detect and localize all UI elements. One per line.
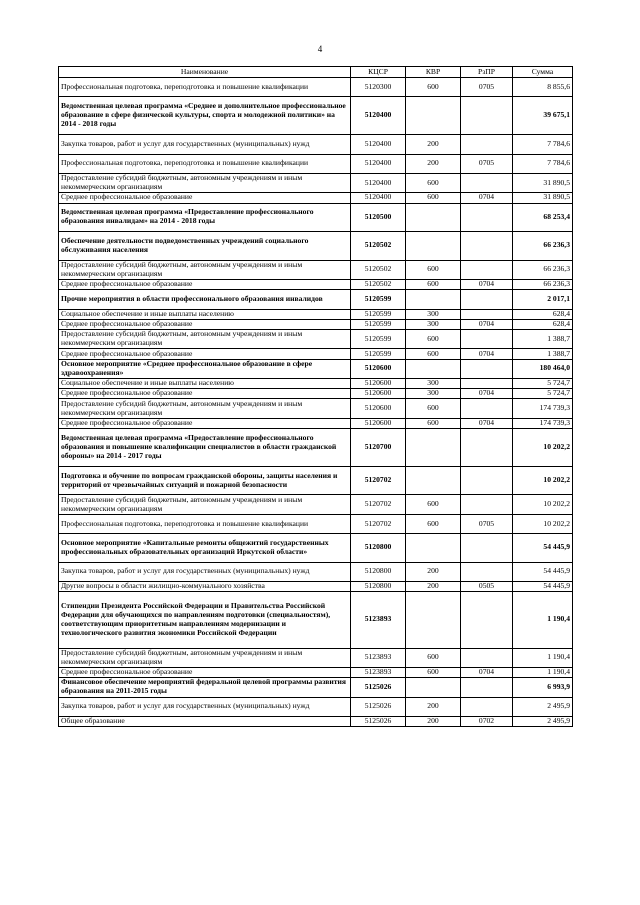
cell-name: Ведомственная целевая программа «Предоставление профессионального образования инвалидам» на 2014 - 2018 годы [59, 203, 351, 232]
cell-name: Профессиональная подготовка, переподготовка и повышение квалификации [59, 78, 351, 97]
cell-kvr: 600 [406, 495, 461, 514]
cell-name: Профессиональная подготовка, переподготовка и повышение квалификации [59, 514, 351, 533]
cell-sum: 31 890,5 [513, 173, 573, 192]
table-row [59, 466, 573, 495]
cell-sum: 6 993,9 [513, 678, 573, 697]
cell-kcsr: 5125026 [351, 716, 406, 726]
cell-kvr [406, 534, 461, 563]
cell-name: Предоставление субсидий бюджетным, автономным учреждениям и иным некоммерческим организациям [59, 399, 351, 418]
table-row [59, 514, 573, 533]
cell-rzpr: 0702 [461, 716, 513, 726]
cell-kvr: 600 [406, 514, 461, 533]
cell-rzpr: 0704 [461, 418, 513, 428]
cell-sum: 10 202,2 [513, 466, 573, 495]
cell-rzpr [461, 648, 513, 667]
cell-rzpr [461, 379, 513, 389]
cell-sum: 8 855,6 [513, 78, 573, 97]
cell-kcsr: 5120599 [351, 349, 406, 359]
cell-kcsr: 5123893 [351, 648, 406, 667]
cell-name: Предоставление субсидий бюджетным, автономным учреждениям и иным некоммерческим организациям [59, 173, 351, 192]
table-row [59, 260, 573, 279]
cell-name: Ведомственная целевая программа «Предоставление профессионального образования и повышение квалификации специалистов в области гражданской обороны» на 2014 - 2017 годы [59, 429, 351, 467]
cell-kcsr: 5123893 [351, 667, 406, 677]
cell-sum: 7 784,6 [513, 154, 573, 173]
cell-kvr: 600 [406, 260, 461, 279]
cell-name: Финансовое обеспечение мероприятий федеральной целевой программы развития образования на 2011-2015 годы [59, 678, 351, 697]
cell-name: Среднее профессиональное образование [59, 319, 351, 329]
cell-kcsr: 5120502 [351, 280, 406, 290]
header-name: Наименование [59, 67, 351, 78]
cell-kvr: 600 [406, 173, 461, 192]
cell-sum: 1 190,4 [513, 592, 573, 648]
cell-kvr: 200 [406, 697, 461, 716]
cell-kcsr: 5120599 [351, 330, 406, 349]
page-number: 4 [317, 44, 323, 54]
cell-sum: 39 675,1 [513, 97, 573, 135]
cell-kvr [406, 678, 461, 697]
cell-sum: 1 388,7 [513, 349, 573, 359]
cell-rzpr [461, 290, 513, 309]
cell-name: Предоставление субсидий бюджетным, автономным учреждениям и иным некоммерческим организациям [59, 330, 351, 349]
cell-kcsr: 5120300 [351, 78, 406, 97]
cell-kcsr: 5120400 [351, 193, 406, 203]
cell-name: Закупка товаров, работ и услуг для государственных (муниципальных) нужд [59, 135, 351, 154]
cell-name: Ведомственная целевая программа «Среднее и дополнительное профессиональное образование в сфере физической культуры, спорта и молодежной политики» на 2014 - 2018 годы [59, 97, 351, 135]
cell-rzpr: 0505 [461, 582, 513, 592]
cell-name: Среднее профессиональное образование [59, 280, 351, 290]
cell-rzpr [461, 534, 513, 563]
cell-rzpr: 0704 [461, 193, 513, 203]
cell-name: Стипендии Президента Российской Федерации и Правительства Российской Федерации для обучающихся по направлениям подготовки (специальностям), соответствующим приоритетным направлениям модернизации и технологического развития экономики Российской Федерации [59, 592, 351, 648]
table-row [59, 349, 573, 359]
cell-sum: 54 445,9 [513, 562, 573, 581]
cell-rzpr [461, 697, 513, 716]
cell-rzpr [461, 330, 513, 349]
header-kcsr: КЦСР [351, 67, 406, 78]
cell-rzpr [461, 203, 513, 232]
cell-kcsr: 5120599 [351, 319, 406, 329]
cell-kcsr: 5120600 [351, 389, 406, 399]
table-row [59, 495, 573, 514]
cell-kvr: 200 [406, 716, 461, 726]
table-row [59, 78, 573, 97]
cell-name: Профессиональная подготовка, переподготовка и повышение квалификации [59, 154, 351, 173]
table-row [59, 97, 573, 135]
cell-sum: 1 190,4 [513, 667, 573, 677]
cell-sum: 174 739,3 [513, 418, 573, 428]
cell-kcsr: 5120600 [351, 359, 406, 378]
table-row [59, 154, 573, 173]
table-row [59, 193, 573, 203]
table-row [59, 135, 573, 154]
cell-kcsr: 5120400 [351, 173, 406, 192]
cell-rzpr [461, 232, 513, 261]
cell-rzpr: 0704 [461, 667, 513, 677]
cell-kvr: 600 [406, 648, 461, 667]
cell-name: Основное мероприятие «Среднее профессиональное образование в сфере здравоохранения» [59, 359, 351, 378]
cell-sum: 31 890,5 [513, 193, 573, 203]
table-row [59, 582, 573, 592]
cell-name: Среднее профессиональное образование [59, 193, 351, 203]
cell-kvr: 200 [406, 154, 461, 173]
cell-kvr: 300 [406, 309, 461, 319]
cell-kvr: 600 [406, 667, 461, 677]
cell-kcsr: 5123893 [351, 592, 406, 648]
cell-kcsr: 5120500 [351, 203, 406, 232]
cell-name: Закупка товаров, работ и услуг для государственных (муниципальных) нужд [59, 562, 351, 581]
cell-kcsr: 5120502 [351, 260, 406, 279]
cell-kcsr: 5120600 [351, 379, 406, 389]
cell-kvr [406, 429, 461, 467]
table-row [59, 309, 573, 319]
cell-rzpr [461, 97, 513, 135]
cell-sum: 10 202,2 [513, 514, 573, 533]
cell-kcsr: 5120700 [351, 429, 406, 467]
cell-rzpr [461, 260, 513, 279]
cell-name: Закупка товаров, работ и услуг для государственных (муниципальных) нужд [59, 697, 351, 716]
table-row [59, 697, 573, 716]
cell-kvr: 600 [406, 399, 461, 418]
cell-rzpr [461, 562, 513, 581]
cell-kcsr: 5120702 [351, 514, 406, 533]
cell-rzpr: 0704 [461, 349, 513, 359]
cell-kcsr: 5120400 [351, 135, 406, 154]
table-row [59, 716, 573, 726]
table-row [59, 429, 573, 467]
cell-name: Общее образование [59, 716, 351, 726]
cell-sum: 2 495,9 [513, 697, 573, 716]
cell-kvr: 300 [406, 389, 461, 399]
cell-name: Среднее профессиональное образование [59, 667, 351, 677]
cell-kvr: 600 [406, 418, 461, 428]
table-header-row [59, 67, 573, 78]
table-row [59, 173, 573, 192]
table-row [59, 562, 573, 581]
cell-sum: 180 464,0 [513, 359, 573, 378]
cell-kvr: 600 [406, 280, 461, 290]
cell-kcsr: 5120400 [351, 154, 406, 173]
cell-kcsr: 5120800 [351, 534, 406, 563]
cell-rzpr [461, 399, 513, 418]
table-row [59, 648, 573, 667]
cell-kcsr: 5125026 [351, 697, 406, 716]
table-row [59, 330, 573, 349]
cell-sum: 54 445,9 [513, 582, 573, 592]
cell-kcsr: 5120599 [351, 309, 406, 319]
cell-sum: 1 388,7 [513, 330, 573, 349]
table-row [59, 290, 573, 309]
cell-sum: 1 190,4 [513, 648, 573, 667]
cell-rzpr [461, 173, 513, 192]
cell-name: Среднее профессиональное образование [59, 389, 351, 399]
table-body [59, 78, 573, 727]
budget-table [58, 66, 573, 727]
cell-kvr: 300 [406, 379, 461, 389]
cell-rzpr [461, 678, 513, 697]
cell-sum: 5 724,7 [513, 389, 573, 399]
cell-sum: 628,4 [513, 319, 573, 329]
cell-kvr [406, 466, 461, 495]
cell-kvr: 200 [406, 582, 461, 592]
table-row [59, 592, 573, 648]
table-row [59, 678, 573, 697]
header-kvr: КВР [406, 67, 461, 78]
cell-kcsr: 5120400 [351, 97, 406, 135]
cell-sum: 10 202,2 [513, 429, 573, 467]
cell-kvr [406, 203, 461, 232]
cell-name: Среднее профессиональное образование [59, 349, 351, 359]
table-row [59, 534, 573, 563]
cell-rzpr: 0704 [461, 319, 513, 329]
table-row [59, 418, 573, 428]
cell-name: Предоставление субсидий бюджетным, автономным учреждениям и иным некоммерческим организациям [59, 495, 351, 514]
cell-kvr [406, 592, 461, 648]
cell-sum: 2 495,9 [513, 716, 573, 726]
cell-kvr: 200 [406, 562, 461, 581]
cell-name: Подготовка и обучение по вопросам гражданской обороны, защиты населения и территорий от чрезвычайных ситуаций и пожарной безопасности [59, 466, 351, 495]
table-row [59, 389, 573, 399]
cell-name: Обеспечение деятельности подведомственных учреждений социального обслуживания населения [59, 232, 351, 261]
cell-rzpr: 0704 [461, 280, 513, 290]
cell-rzpr: 0705 [461, 78, 513, 97]
cell-rzpr [461, 592, 513, 648]
cell-sum: 66 236,3 [513, 280, 573, 290]
header-sum: Сумма [513, 67, 573, 78]
cell-kvr: 600 [406, 349, 461, 359]
table-row [59, 203, 573, 232]
cell-kvr [406, 232, 461, 261]
cell-name: Предоставление субсидий бюджетным, автономным учреждениям и иным некоммерческим организациям [59, 648, 351, 667]
table-row [59, 359, 573, 378]
table-row [59, 379, 573, 389]
cell-rzpr [461, 429, 513, 467]
cell-kcsr: 5120600 [351, 399, 406, 418]
cell-kvr: 600 [406, 330, 461, 349]
cell-sum: 2 017,1 [513, 290, 573, 309]
header-rzpr: РзПР [461, 67, 513, 78]
cell-name: Социальное обеспечение и иные выплаты населению [59, 309, 351, 319]
cell-rzpr [461, 359, 513, 378]
cell-kvr: 600 [406, 193, 461, 203]
cell-kvr: 200 [406, 135, 461, 154]
cell-rzpr [461, 466, 513, 495]
cell-kvr [406, 97, 461, 135]
cell-rzpr [461, 135, 513, 154]
cell-kcsr: 5120599 [351, 290, 406, 309]
cell-kcsr: 5120702 [351, 495, 406, 514]
cell-rzpr: 0705 [461, 154, 513, 173]
cell-rzpr [461, 495, 513, 514]
cell-kvr [406, 359, 461, 378]
table-row [59, 667, 573, 677]
cell-sum: 54 445,9 [513, 534, 573, 563]
cell-kcsr: 5120800 [351, 582, 406, 592]
cell-kcsr: 5120702 [351, 466, 406, 495]
cell-kcsr: 5120502 [351, 232, 406, 261]
cell-kcsr: 5120800 [351, 562, 406, 581]
cell-sum: 68 253,4 [513, 203, 573, 232]
cell-kvr: 600 [406, 78, 461, 97]
cell-name: Другие вопросы в области жилищно-коммунального хозяйства [59, 582, 351, 592]
table-row [59, 399, 573, 418]
cell-name: Среднее профессиональное образование [59, 418, 351, 428]
cell-sum: 66 236,3 [513, 232, 573, 261]
cell-sum: 7 784,6 [513, 135, 573, 154]
cell-sum: 10 202,2 [513, 495, 573, 514]
cell-sum: 5 724,7 [513, 379, 573, 389]
cell-rzpr: 0704 [461, 389, 513, 399]
cell-sum: 66 236,3 [513, 260, 573, 279]
cell-name: Прочие мероприятия в области профессионального образования инвалидов [59, 290, 351, 309]
table-row [59, 319, 573, 329]
table-row [59, 280, 573, 290]
cell-sum: 174 739,3 [513, 399, 573, 418]
cell-name: Предоставление субсидий бюджетным, автономным учреждениям и иным некоммерческим организациям [59, 260, 351, 279]
cell-sum: 628,4 [513, 309, 573, 319]
cell-name: Основное мероприятие «Капитальные ремонты общежитий государственных профессиональных образовательных организаций Иркутской области» [59, 534, 351, 563]
cell-rzpr [461, 309, 513, 319]
cell-kcsr: 5125026 [351, 678, 406, 697]
cell-name: Социальное обеспечение и иные выплаты населению [59, 379, 351, 389]
cell-kcsr: 5120600 [351, 418, 406, 428]
table-row [59, 232, 573, 261]
cell-rzpr: 0705 [461, 514, 513, 533]
cell-kvr: 300 [406, 319, 461, 329]
cell-kvr [406, 290, 461, 309]
